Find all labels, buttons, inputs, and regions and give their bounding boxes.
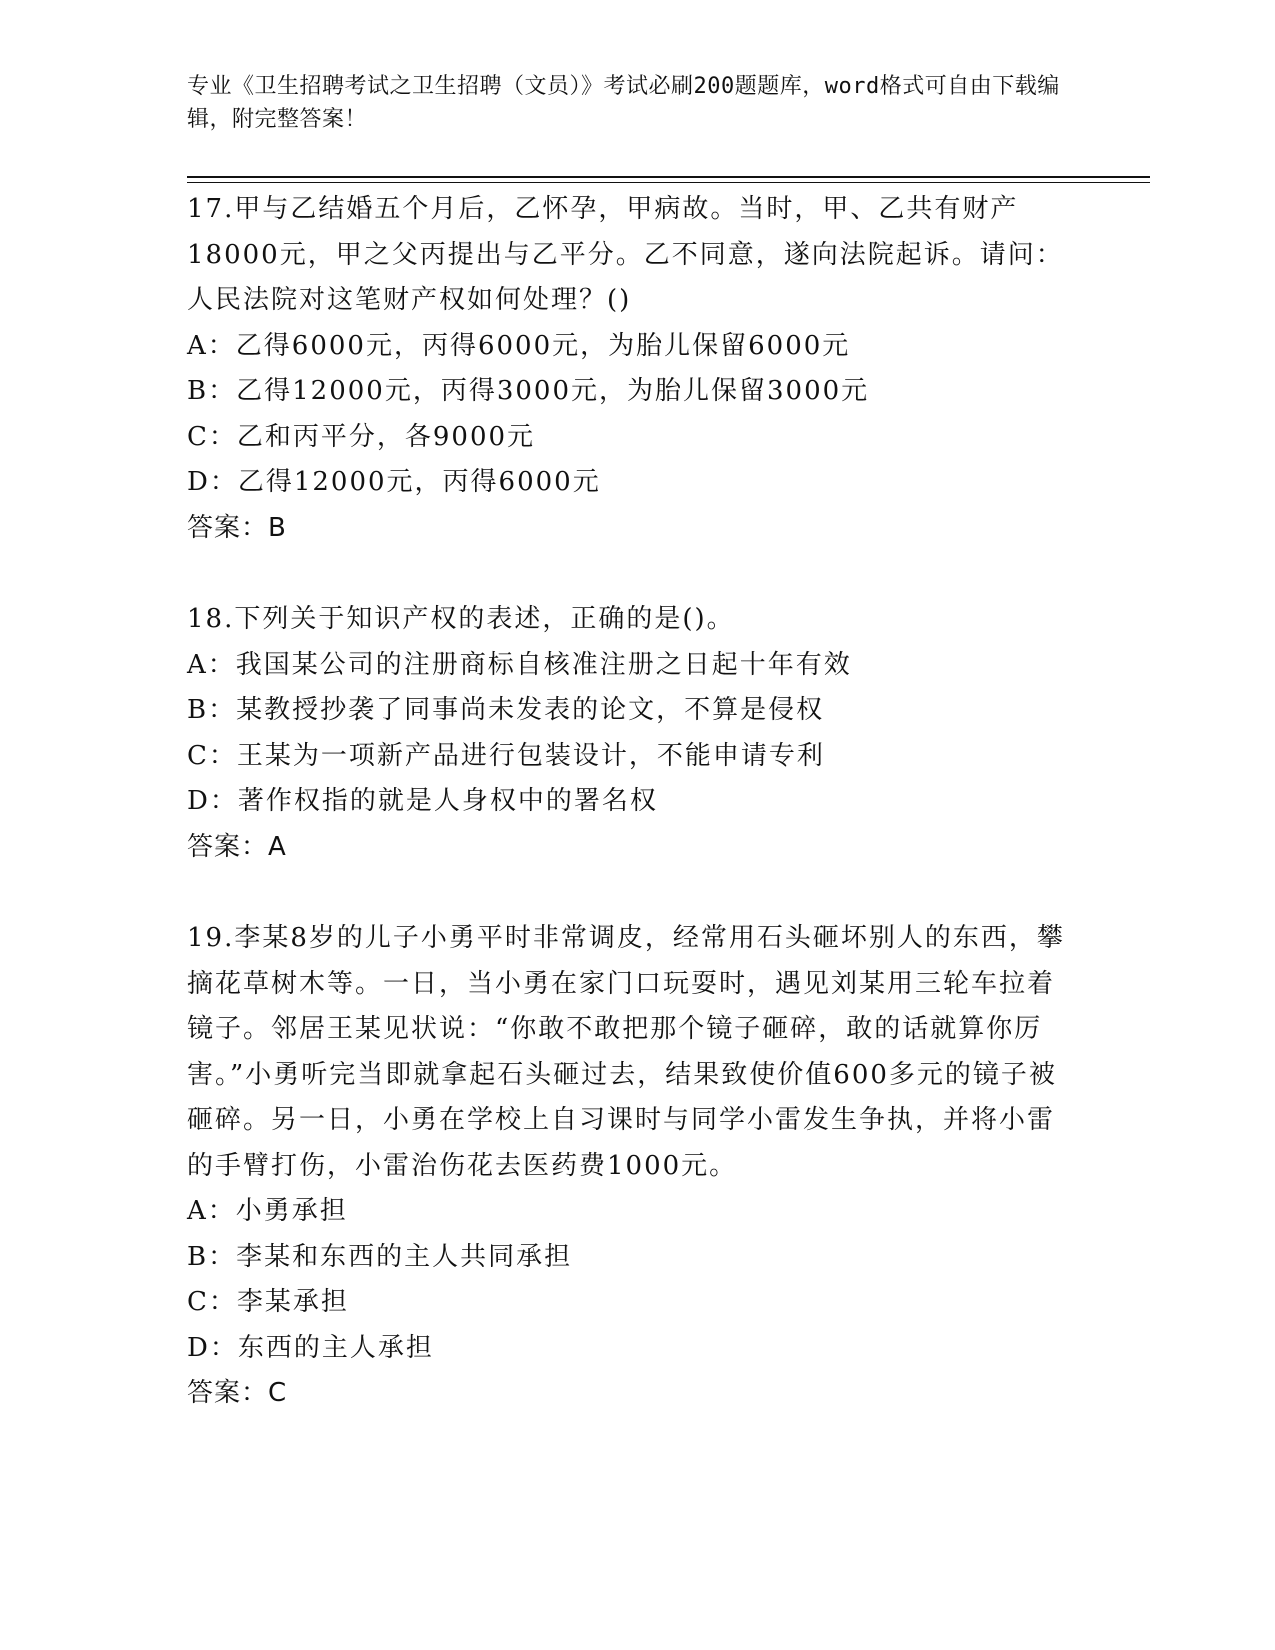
header-rule-thick — [187, 176, 1150, 178]
answer-line: 答案：A — [187, 831, 287, 862]
option-d: D：乙得12000元，丙得6000元 — [187, 467, 601, 497]
question-stem: 18.下列关于知识产权的表述，正确的是()。 — [187, 604, 735, 634]
question-19 — [187, 916, 1067, 1417]
question-list — [187, 187, 1067, 1463]
document-header: 专业《卫生招聘考试之卫生招聘（文员）》考试必刷200题题库，word格式可自由下载编辑，附完整答案！ — [187, 74, 1060, 132]
option-a: A：小勇承担 — [187, 1196, 348, 1226]
question-stem: 19.李某8岁的儿子小勇平时非常调皮，经常用石头砸坏别人的东西，攀摘花草树木等。一日，当小勇在家门口玩耍时，遇见刘某用三轮车拉着镜子。邻居王某见状说：“你敢不敢把那个镜子砸碎，敢的话就算你厉害。”小勇听完当即就拿起石头砸过去，结果致使价值600多元的镜子被砸碎。另一日，小勇在学校上自习课时与同学小雷发生争执，并将小雷的手臂打伤，小雷治伤花去医药费1000元。 — [187, 923, 1065, 1181]
answer-line: 答案：C — [187, 1378, 288, 1408]
option-d: D：著作权指的就是人身权中的署名权 — [187, 786, 658, 816]
option-c: C：王某为一项新产品进行包装设计，不能申请专利 — [187, 740, 825, 771]
option-c: C：李某承担 — [187, 1287, 349, 1317]
question-17 — [187, 187, 1067, 551]
answer-line: 答案：B — [187, 512, 287, 543]
option-b: B：乙得12000元，丙得3000元，为胎儿保留3000元 — [187, 376, 870, 406]
option-d: D：东西的主人承担 — [187, 1332, 434, 1363]
option-a: A：我国某公司的注册商标自核准注册之日起十年有效 — [187, 649, 852, 680]
question-18 — [187, 597, 1067, 870]
option-b: B：李某和东西的主人共同承担 — [187, 1241, 573, 1272]
option-b: B：某教授抄袭了同事尚未发表的论文，不算是侵权 — [187, 695, 825, 725]
header-rule-thin — [187, 182, 1150, 183]
option-c: C：乙和丙平分，各9000元 — [187, 421, 536, 452]
option-a: A：乙得6000元，丙得6000元，为胎儿保留6000元 — [187, 330, 851, 361]
question-stem: 17.甲与乙结婚五个月后，乙怀孕，甲病故。当时，甲、乙共有财产18000元，甲之父丙提出与乙平分。乙不同意，遂向法院起诉。请问：人民法院对这笔财产权如何处理？() — [187, 194, 1064, 315]
